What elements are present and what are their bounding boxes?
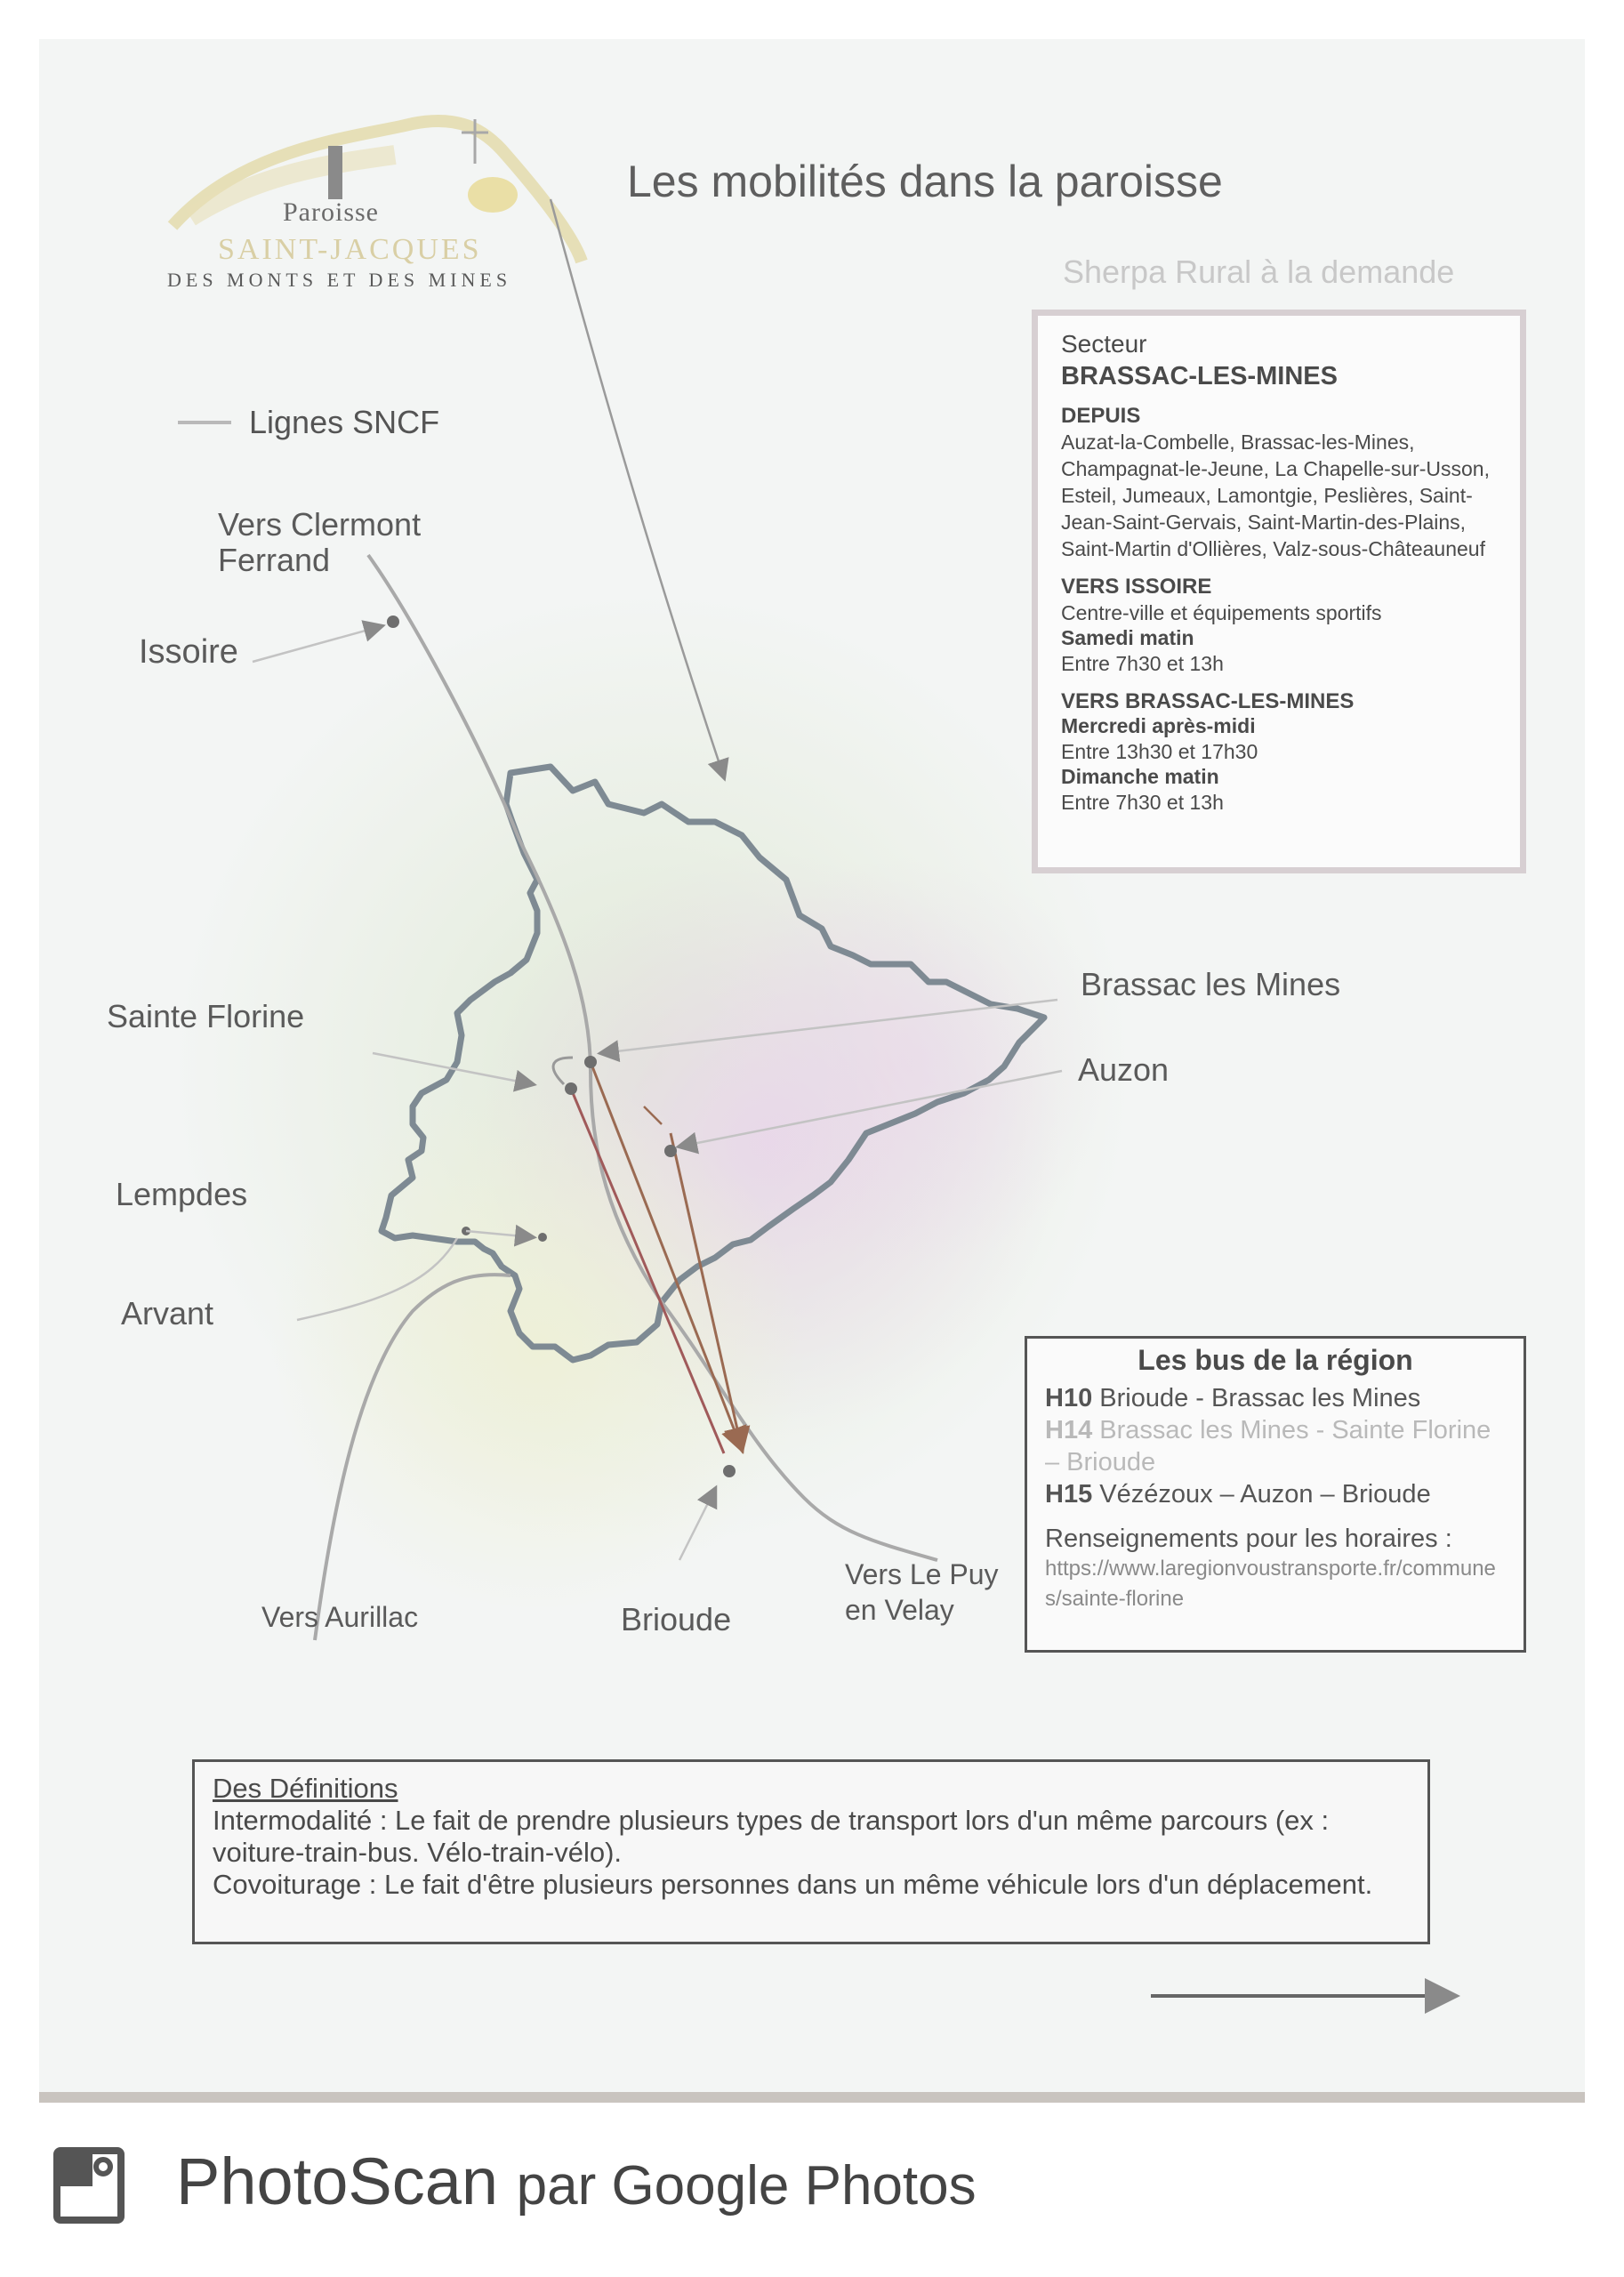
dimanche-hours: Entre 7h30 et 13h <box>1061 791 1224 814</box>
photoscan-by: par Google Photos <box>516 2155 977 2217</box>
vers-brassac-label: VERS BRASSAC-LES-MINES <box>1061 689 1355 713</box>
logo-word: Paroisse <box>283 197 379 227</box>
sherpa-heading: Sherpa Rural à la demande <box>1063 253 1455 290</box>
label-auzon: Auzon <box>1078 1051 1170 1088</box>
sncf-legend-label: Lignes SNCF <box>249 404 440 440</box>
vers-issoire-text: Centre-ville et équipements sportifs <box>1061 601 1382 624</box>
secteur-value: BRASSAC-LES-MINES <box>1061 362 1338 390</box>
secteur-label: Secteur <box>1061 330 1147 358</box>
photoscan-caption <box>176 2144 977 2219</box>
logo-sub: DES MONTS ET DES MINES <box>167 269 512 291</box>
mercredi-hours: Entre 13h30 et 17h30 <box>1061 740 1258 763</box>
bus-info-label: Renseignements pour les horaires : <box>1045 1525 1452 1553</box>
label-brioude: Brioude <box>621 1601 732 1637</box>
bus-info-box <box>1025 1336 1526 1653</box>
map-background-circle <box>173 591 1133 1613</box>
dimanche-label: Dimanche matin <box>1061 765 1219 788</box>
label-aurillac: Vers Aurillac <box>261 1601 419 1633</box>
dot-issoire <box>387 616 399 628</box>
label-arvant: Arvant <box>121 1295 214 1332</box>
label-clermont: Vers Clermont Ferrand <box>218 506 422 578</box>
dot-arvant <box>538 1233 547 1242</box>
depuis-label: DEPUIS <box>1061 404 1141 428</box>
church-tower-icon <box>328 146 342 199</box>
photoscan-icon <box>53 2147 125 2224</box>
label-le-puy: Vers Le Puy en Velay <box>845 1558 999 1626</box>
dot-auzon <box>664 1145 677 1157</box>
dot-brassac <box>584 1056 597 1068</box>
logo-name: SAINT-JACQUES <box>218 233 482 266</box>
samedi-label: Samedi matin <box>1061 626 1194 649</box>
definitions-title: Des Définitions <box>213 1773 398 1804</box>
bus-title: Les bus de la région <box>1138 1344 1413 1376</box>
dot-sainte-florine <box>565 1082 577 1095</box>
bus-info-url: https://www.laregionvoustransporte.fr/communes/sainte-florine <box>1045 1557 1496 1611</box>
page-title: Les mobilités dans la paroisse <box>627 157 1223 206</box>
samedi-hours: Entre 7h30 et 13h <box>1061 652 1224 675</box>
label-brassac: Brassac les Mines <box>1081 966 1341 1002</box>
definitions-box <box>192 1759 1430 1944</box>
mercredi-label: Mercredi après-midi <box>1061 714 1256 737</box>
label-sainte-florine: Sainte Florine <box>107 998 305 1034</box>
label-lempdes: Lempdes <box>116 1176 248 1212</box>
vers-issoire-label: VERS ISSOIRE <box>1061 575 1212 599</box>
definition-covoiturage: Covoiturage : Le fait d'être plusieurs personnes dans un même véhicule lors d'un déplacement. <box>213 1869 1373 1900</box>
photoscan-app-name: PhotoScan <box>176 2144 499 2218</box>
bus-line-h14: H14 Brassac les Mines - Sainte Florine – Brioude <box>1045 1416 1491 1476</box>
depuis-text: Auzat-la-Combelle, Brassac-les-Mines, Champagnat-le-Jeune, La Chapelle-sur-Usson, Esteil, Jumeaux, Lamontgie, Peslières, Saint-Jean-Saint-Gervais, Saint-Martin-des-Plains, Saint-Martin d'Ollières, Valz-sous-Châteauneuf <box>1061 430 1490 560</box>
definition-intermodalite: Intermodalité : Le fait de prendre plusieurs types de transport lors d'un même parcours (ex : voiture-train-bus. Vélo-train-vélo). <box>213 1805 1330 1868</box>
sherpa-info-box <box>1032 310 1526 873</box>
sncf-legend-swatch <box>178 421 231 424</box>
bus-line-h10: H10 Brioude - Brassac les Mines <box>1045 1384 1421 1412</box>
label-issoire: Issoire <box>139 633 238 671</box>
bus-line-h15: H15 Vézézoux – Auzon – Brioude <box>1045 1480 1431 1509</box>
dot-brioude <box>723 1465 736 1477</box>
shell-icon <box>468 177 518 213</box>
